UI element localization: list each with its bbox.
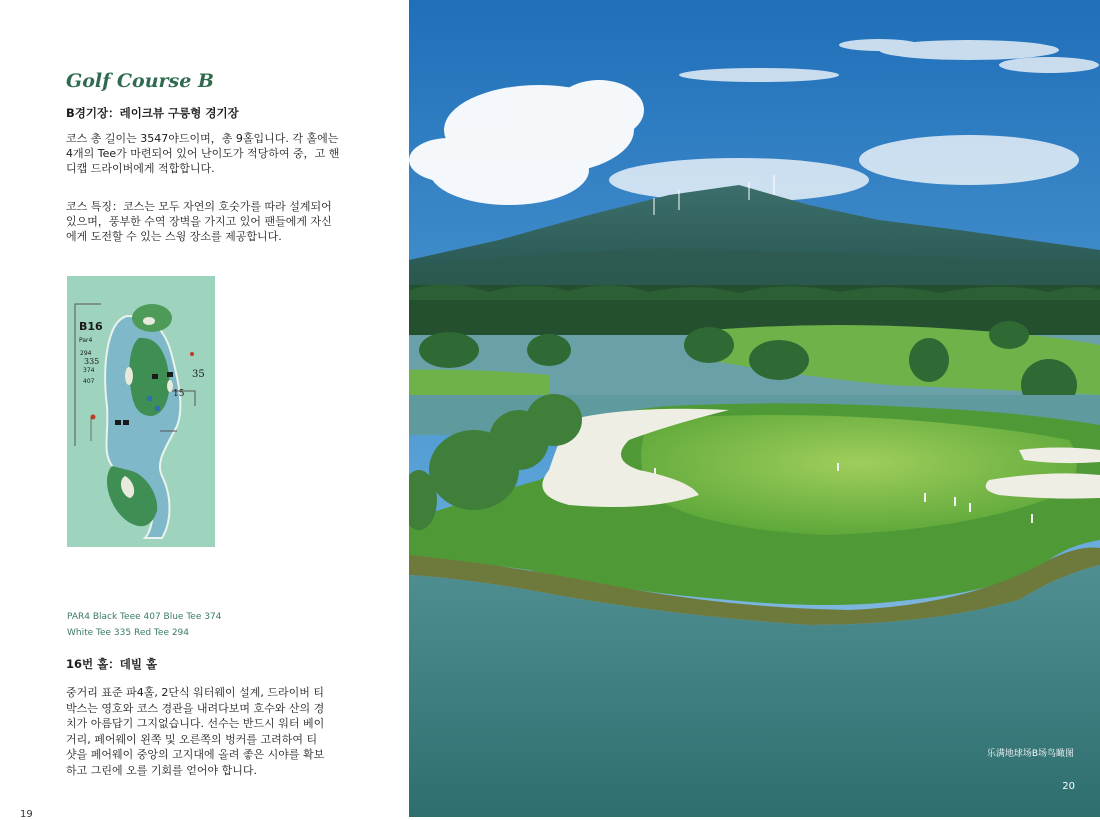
tee-distances-line2: White Tee 335 Red Tee 294 <box>67 628 190 638</box>
page-title: Golf Course B <box>66 70 214 92</box>
map-marker-35: 35 <box>192 369 205 380</box>
hole-description: 중거리 표준 파4홀, 2단식 워터웨이 설계, 드라이버 티박스는 영호와 코스 경관을 내려다보며 호수와 산의 경치가 아름답기 그지없습니다. 선수는 반드시 워터 베이 거리, 페어웨이 왼쪽 및 오른쪽의 벙커를 고려하여 티샷을 페어웨이 중앙의 고지대에 올려 좋은 시야를 확보하고 그린에 오를 기회를 얻어야 합니다. <box>66 686 325 777</box>
hole-title: 16번 홀：데빌 홀 <box>66 657 158 671</box>
map-dist-374: 374 <box>83 367 95 374</box>
tee-distances-line1: PAR4 Black Teee 407 Blue Tee 374 <box>67 612 222 622</box>
course-length-paragraph: 코스 총 길이는 3547야드이며，총 9홀입니다. 각 홀에는 4개의 Tee가 마련되어 있어 난이도가 적당하여 중，고 핸디캡 드라이버에게 적합합니다. <box>66 132 340 175</box>
map-marker-15: 15 <box>173 389 185 399</box>
map-dist-407: 407 <box>83 378 95 385</box>
left-page-number: 19 <box>20 809 33 820</box>
course-features-paragraph: 코스 특징：코스는 모두 자연의 호숫가를 따라 설계되어 있으며，풍부한 수역 장벽을 가지고 있어 팬들에게 자신에게 도전할 수 있는 스윙 장소를 제공합니다. <box>66 200 332 243</box>
photo-caption: 乐满地球场B场鸟瞰图 <box>986 749 1074 759</box>
hole-map <box>67 276 215 547</box>
map-dist-294: 294 <box>80 350 92 357</box>
map-par-label: Par4 <box>79 337 93 344</box>
map-hole-label: B16 <box>79 320 103 333</box>
left-page <box>0 0 408 820</box>
map-dist-335: 335 <box>84 357 100 366</box>
aerial-course-photo <box>409 0 1100 817</box>
venue-heading: B경기장：레이크뷰 구릉형 경기장 <box>66 106 239 120</box>
right-page-number: 20 <box>1062 781 1075 792</box>
